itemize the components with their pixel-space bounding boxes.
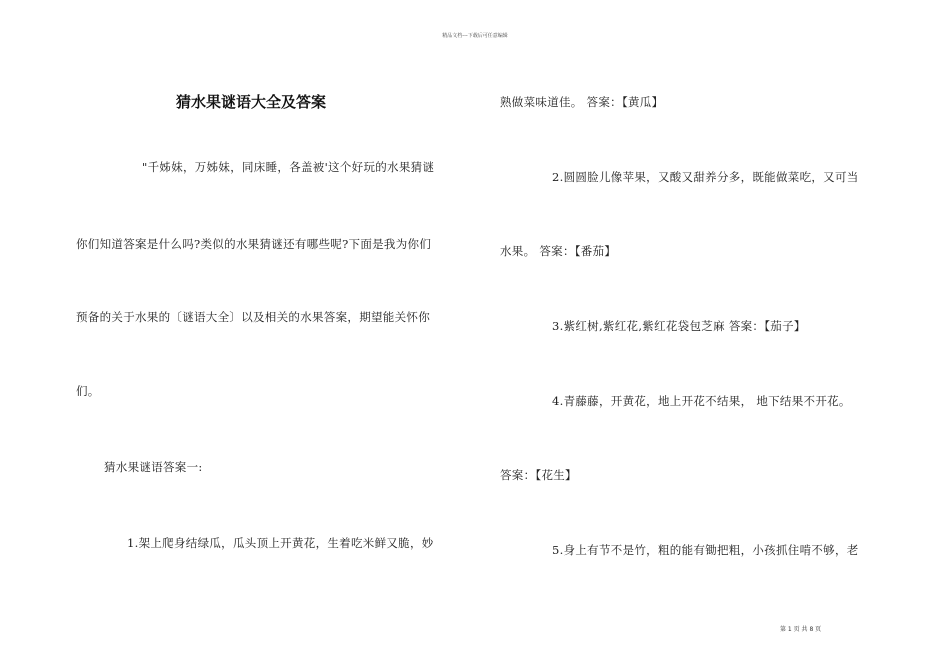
riddle-line: 水果。 答案：【番茄】 <box>500 244 617 258</box>
riddle-line: 2.圆圆脸儿像苹果，又酸又甜养分多，既能做菜吃，又可当 <box>552 170 859 184</box>
riddle-line: 4.青藤藤，开黄花，地上开花不结果， 地下结果不开花。 <box>552 394 851 408</box>
paragraph-line: 你们知道答案是什么吗?类似的水果猜谜还有哪些呢?下面是我为你们 <box>76 237 432 251</box>
page-footer: 第 1 页 共 8 页 <box>780 626 822 633</box>
paragraph-line: 们。 <box>76 384 100 398</box>
paragraph-line: "千姊妹，万姊妹，同床睡，各盖被'这个好玩的水果猜谜 <box>142 160 435 174</box>
paragraph-line: 预备的关于水果的〔谜语大全〕以及相关的水果答案，期望能关怀你 <box>76 310 430 324</box>
header-note: 精品文档---下载后可任意编辑 <box>442 33 508 39</box>
riddle-line: 答案：【花生】 <box>500 468 577 482</box>
riddle-line: 5.身上有节不是竹，粗的能有锄把粗，小孩抓住啃不够，老 <box>552 543 859 557</box>
riddle-line: 熟做菜味道佳。 答案：【黄瓜】 <box>500 95 664 109</box>
document-title: 猜水果谜语大全及答案 <box>176 93 327 111</box>
riddle-line: 3.紫红树,紫红花,紫红花袋包芝麻 答案：【茄子】 <box>552 319 806 333</box>
section-heading: 猜水果谜语答案一: <box>104 460 203 474</box>
riddle-line: 1.架上爬身结绿瓜，瓜头顶上开黄花，生着吃米鲜又脆，妙 <box>127 536 434 550</box>
